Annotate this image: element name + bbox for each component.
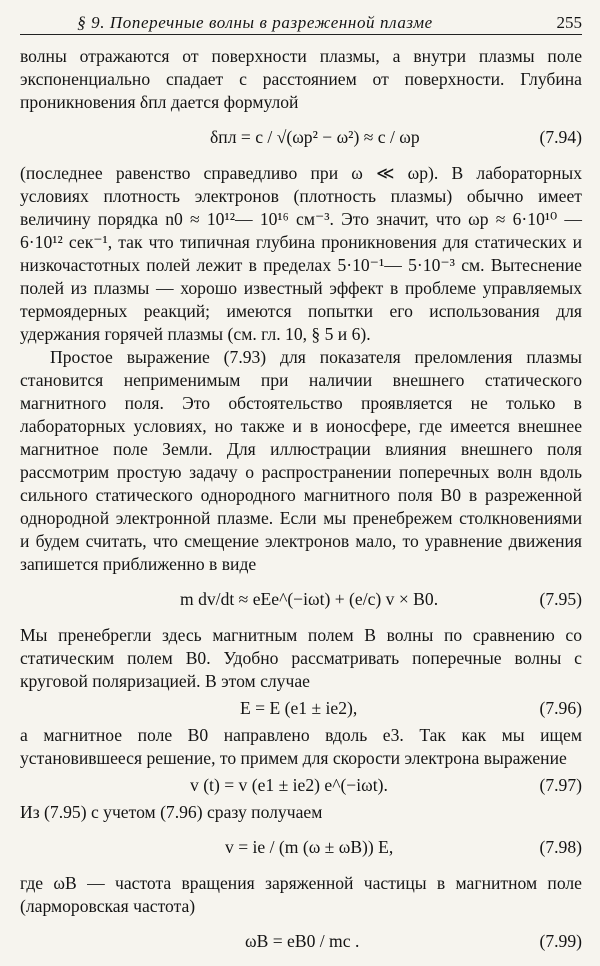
equation-7-97	[20, 770, 582, 801]
paragraph-2: (последнее равенство справедливо при ω ≪ ωp). В лабораторных условиях плотность электронов (плотность плазмы) обычно имеет величину порядка n0 ≈ 10¹²— 10¹⁶ см⁻³. Это значит, что ωp ≈ 6·10¹⁰ — 6·10¹² сек⁻¹, так что типичная глубина проникновения для статических и низкочастотных полей лежит в пределах 5·10⁻¹— 5·10⁻³ см. Вытеснение полей из плазмы — хорошо известный эффект в проблеме управляемых термоядерных реакций; имеются попытки его использования для удержания горячей плазмы (см. гл. 10, § 5 и 6).	[20, 163, 582, 344]
page-body	[20, 45, 582, 966]
equation-7-96	[20, 693, 582, 724]
section-title: § 9. Поперечные волны в разреженной плазме	[77, 13, 433, 32]
equation-7-94-label: (7.94)	[539, 127, 582, 147]
equation-7-97-label: (7.97)	[539, 775, 582, 795]
equation-7-94	[20, 114, 582, 162]
equation-7-98-label: (7.98)	[539, 837, 582, 857]
equation-7-94-expression: δпл = c / √(ωp² − ω²) ≈ c / ωp	[210, 127, 420, 147]
equation-7-95	[20, 576, 582, 624]
equation-7-99-expression: ωB = eB0 / mc .	[245, 931, 360, 951]
paragraph-4: Мы пренебрегли здесь магнитным полем B волны по сравнению со статическим полем B0. Удобно рассматривать поперечные волны с круговой поляризацией. В этом случае	[20, 625, 582, 691]
equation-7-99	[20, 918, 582, 966]
paragraph-1: волны отражаются от поверхности плазмы, а внутри плазмы поле экспоненциально спадает с расстоянием от поверхности. Глубина проникновения δпл дается формулой	[20, 46, 582, 112]
equation-7-98-expression: v = ie / (m (ω ± ωB)) E,	[225, 837, 394, 857]
paragraph-7: где ωB — частота вращения заряженной частицы в магнитном поле (ларморовская частота)	[20, 873, 582, 916]
equation-7-95-expression: m dv/dt ≈ eEe^(−iωt) + (e/c) v × B0.	[180, 589, 439, 609]
equation-7-99-label: (7.99)	[539, 931, 582, 951]
paragraph-5: а магнитное поле B0 направлено вдоль e3. Так как мы ищем установившееся решение, то примем для скорости электрона выражение	[20, 725, 582, 768]
paragraph-6: Из (7.95) с учетом (7.96) сразу получаем	[20, 802, 323, 822]
equation-7-95-label: (7.95)	[539, 589, 582, 609]
equation-7-97-expression: v (t) = v (e1 ± ie2) e^(−iωt).	[190, 775, 388, 795]
equation-7-96-label: (7.96)	[539, 698, 582, 718]
running-header	[20, 10, 582, 35]
paragraph-3: Простое выражение (7.93) для показателя преломления плазмы становится неприменимым при наличии внешнего статического магнитного поля. Это обстоятельство проявляется не только в лабораторных условиях, но также и в ионосфере, где имеется внешнее магнитное поле Земли. Для иллюстрации влияния внешнего поля рассмотрим простую задачу о распространении поперечных волн вдоль сильного статического однородного магнитного поля B0 в разреженной однородной электронной плазме. Если мы пренебрежем столкновениями и будем считать, что смещение электронов мало, то уравнение движения запишется приближенно в виде	[20, 347, 582, 574]
equation-7-96-expression: E = E (e1 ± ie2),	[240, 698, 358, 718]
page-number: 255	[556, 13, 582, 32]
equation-7-98	[20, 824, 582, 872]
